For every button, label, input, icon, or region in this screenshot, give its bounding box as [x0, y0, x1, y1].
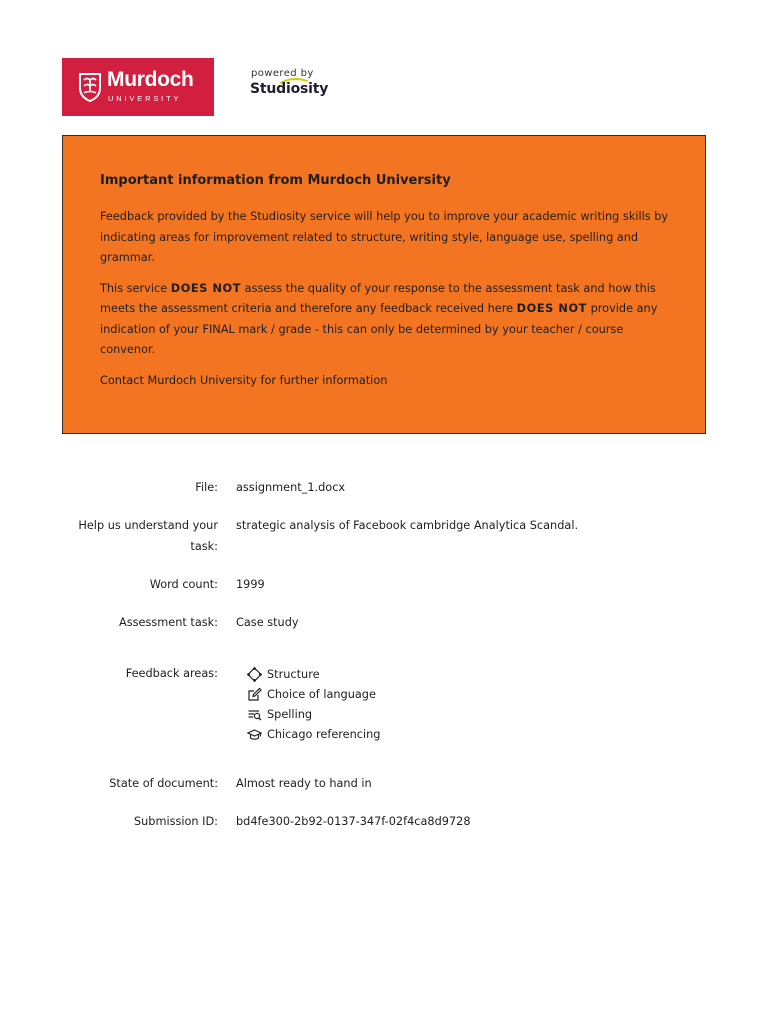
does-not-emphasis-2: DOES NOT [516, 302, 587, 315]
submission-id-value: bd4fe300-2b92-0137-347f-02f4ca8d9728 [236, 815, 471, 828]
word-count-value: 1999 [236, 578, 265, 591]
studiosity-logo: Studiosity [250, 81, 329, 97]
info-paragraph-2 [100, 279, 669, 361]
feedback-areas-label: Feedback areas: [125, 667, 218, 680]
feedback-area-label: Choice of language [267, 687, 376, 701]
powered-by-text: powered by [251, 68, 314, 79]
feedback-areas-list [246, 664, 380, 744]
feedback-area-choice-of-language [246, 684, 380, 704]
info-paragraph-2-part-1: This service [100, 281, 171, 295]
graduation-cap-icon [246, 726, 262, 742]
file-label: File: [195, 481, 218, 494]
feedback-area-label: Structure [267, 667, 320, 681]
word-count-label: Word count: [149, 578, 218, 591]
murdoch-university-logo [62, 58, 214, 116]
assessment-task-label: Assessment task: [119, 616, 218, 629]
task-label: Help us understand your task: [78, 519, 218, 553]
info-paragraph-3: Contact Murdoch University for further information [100, 373, 388, 387]
logo-subtitle: UNIVERSITY [108, 94, 182, 103]
feedback-area-chicago-referencing [246, 724, 380, 744]
feedback-area-spelling [246, 704, 380, 724]
important-information-box [62, 135, 706, 434]
info-paragraph-2-part-2: assess the quality of your response to the assessment task and how this meets the assessment criteria and therefore any feedback received here [100, 281, 656, 315]
file-value: assignment_1.docx [236, 481, 346, 494]
submission-id-label: Submission ID: [133, 815, 218, 828]
feedback-area-label: Chicago referencing [267, 727, 381, 741]
assessment-task-value: Case study [236, 616, 299, 629]
feedback-area-structure [246, 664, 380, 684]
info-paragraph-1: Feedback provided by the Studiosity service will help you to improve your academic writing skills by indicating areas for improvement related to structure, writing style, language use, spelling and grammar. [100, 210, 669, 264]
spelling-icon [246, 706, 262, 722]
info-title: Important information from Murdoch University [100, 173, 451, 188]
edit-icon [246, 686, 262, 702]
info-paragraph-2-part-3: provide any indication of your FINAL mark / grade - this can only be determined by your teacher / course convenor. [100, 302, 658, 356]
task-value: strategic analysis of Facebook cambridge Analytica Scandal. [236, 519, 579, 532]
murdoch-crest-icon [78, 72, 102, 102]
structure-icon [246, 666, 262, 682]
document-state-value: Almost ready to hand in [236, 777, 372, 790]
does-not-emphasis-1: DOES NOT [170, 281, 242, 295]
feedback-area-label: Spelling [267, 707, 313, 721]
document-state-label: State of document: [109, 777, 218, 790]
logo-name: Murdoch [107, 68, 194, 91]
